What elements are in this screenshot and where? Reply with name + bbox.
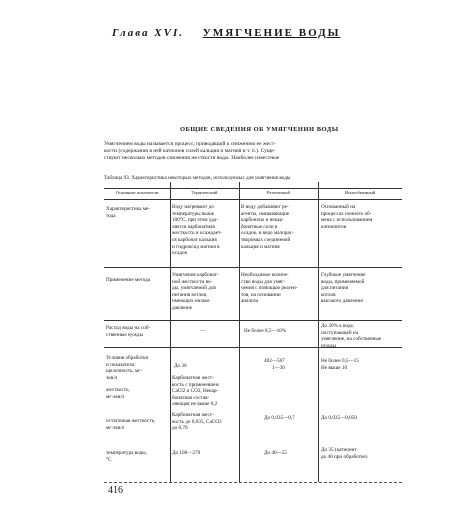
table-cell: Умягчение карбонат- ной жесткости во- ды, умягчаемой для питания котлов, имеющих низкое давление bbox=[172, 272, 219, 311]
page-header bbox=[112, 27, 340, 39]
methods-table bbox=[104, 182, 402, 482]
table-cell: До 30% к воде, поступающей на умягчение, на собственные нужды bbox=[321, 323, 382, 349]
column-rule bbox=[239, 182, 240, 482]
row-label: температура воды, °С bbox=[106, 450, 147, 463]
row-label: жесткость, мг-экв/л bbox=[106, 387, 130, 400]
intro-line: Умягчением воды называется процесс, приводящий к снижению ее жест- bbox=[104, 141, 276, 147]
column-header: Ионообменный bbox=[344, 190, 376, 195]
table-cell: Карбонатная жест- кость до 0,035, CaCO3 до 0,70 bbox=[172, 412, 222, 432]
table-cell: Не более 8,5—10% bbox=[244, 328, 287, 334]
table-cell: В воду добавляют ре- агенты, связывающие карбонаты и некар- бонатные соли в осадок, в виде малорас- творимых соединений кальция и магния bbox=[241, 204, 294, 250]
row-label: Условия обработки и показатели: щелочность, мг- экв/л bbox=[106, 355, 149, 381]
table-cell: До 40—55 bbox=[264, 450, 287, 456]
table-bottom-rule bbox=[104, 482, 402, 483]
table-cell: Карбонатная жест- кость с применением CaCl2 и CO2, Некар- бонатная состав- ляющая не выше 0,2 bbox=[172, 375, 219, 408]
table-top-rule bbox=[104, 188, 402, 189]
table-cell: Не более 0,5—15 Не выше 10 bbox=[321, 358, 359, 371]
table-cell: 402—567 1—30 bbox=[264, 358, 285, 371]
table-cell: До 100—270 bbox=[172, 450, 201, 456]
table-cell: Необходимое количе- ство воды для умяг- чения с помощью реаген- тов, на основании анализа bbox=[241, 272, 298, 305]
row-label: Характеристика ме- тода bbox=[106, 206, 151, 219]
row-rule bbox=[104, 320, 402, 321]
chapter-title: УМЯГЧЕНИЕ ВОДЫ bbox=[202, 27, 341, 39]
section-title: ОБЩИЕ СВЕДЕНИЯ ОБ УМЯГЧЕНИИ ВОДЫ bbox=[180, 126, 339, 133]
table-caption: Таблица 93. Характеристика некоторых методов, используемых для умягчения воды bbox=[104, 175, 291, 181]
chapter-label: Глава XVI. bbox=[112, 27, 184, 39]
intro-line: ствуют несколько методов снижения жесткости воды. Наиболее известные bbox=[104, 155, 280, 162]
column-rule bbox=[318, 182, 319, 482]
table-cell: До 30 bbox=[174, 363, 187, 369]
intro-line: кости (содержания в ней катионов солей кальция и магния и т. п.). Суще- bbox=[104, 148, 276, 155]
table-cell: До 0,035—0,7 bbox=[264, 415, 295, 421]
table-cell: До 0,035—0,050 bbox=[321, 415, 357, 421]
intro-paragraph bbox=[104, 141, 382, 163]
column-header: Основные показатели bbox=[115, 190, 159, 195]
table-cell: Воду нагревают до температуры выше 100°С, при этом уда- ляется карбонатная жесткость и осаждает- ся карбонат кальция и гидроксид магния в осадок bbox=[172, 204, 223, 257]
column-header: Реагентный bbox=[267, 190, 290, 195]
row-label: Применение метода bbox=[106, 277, 151, 283]
table-cell: Основанный на процессах ионного об- мена с использованием катионитов bbox=[321, 204, 373, 230]
table-cell: — bbox=[200, 328, 206, 334]
row-label: остаточная жесткость, мг-экв/л bbox=[106, 418, 156, 431]
row-label: Расход воды на соб- ственные нужды bbox=[106, 325, 151, 338]
table-cell: До 35 (катионит до 40 при обработке) bbox=[321, 447, 368, 460]
row-rule bbox=[104, 267, 402, 268]
column-header: Термический bbox=[191, 190, 218, 195]
page-number: 416 bbox=[108, 485, 123, 496]
table-cell: Глубокое умягчение воды, применяемой для питания котлов высокого давления bbox=[321, 272, 366, 305]
column-rule bbox=[170, 182, 171, 482]
header-rule bbox=[104, 199, 402, 200]
